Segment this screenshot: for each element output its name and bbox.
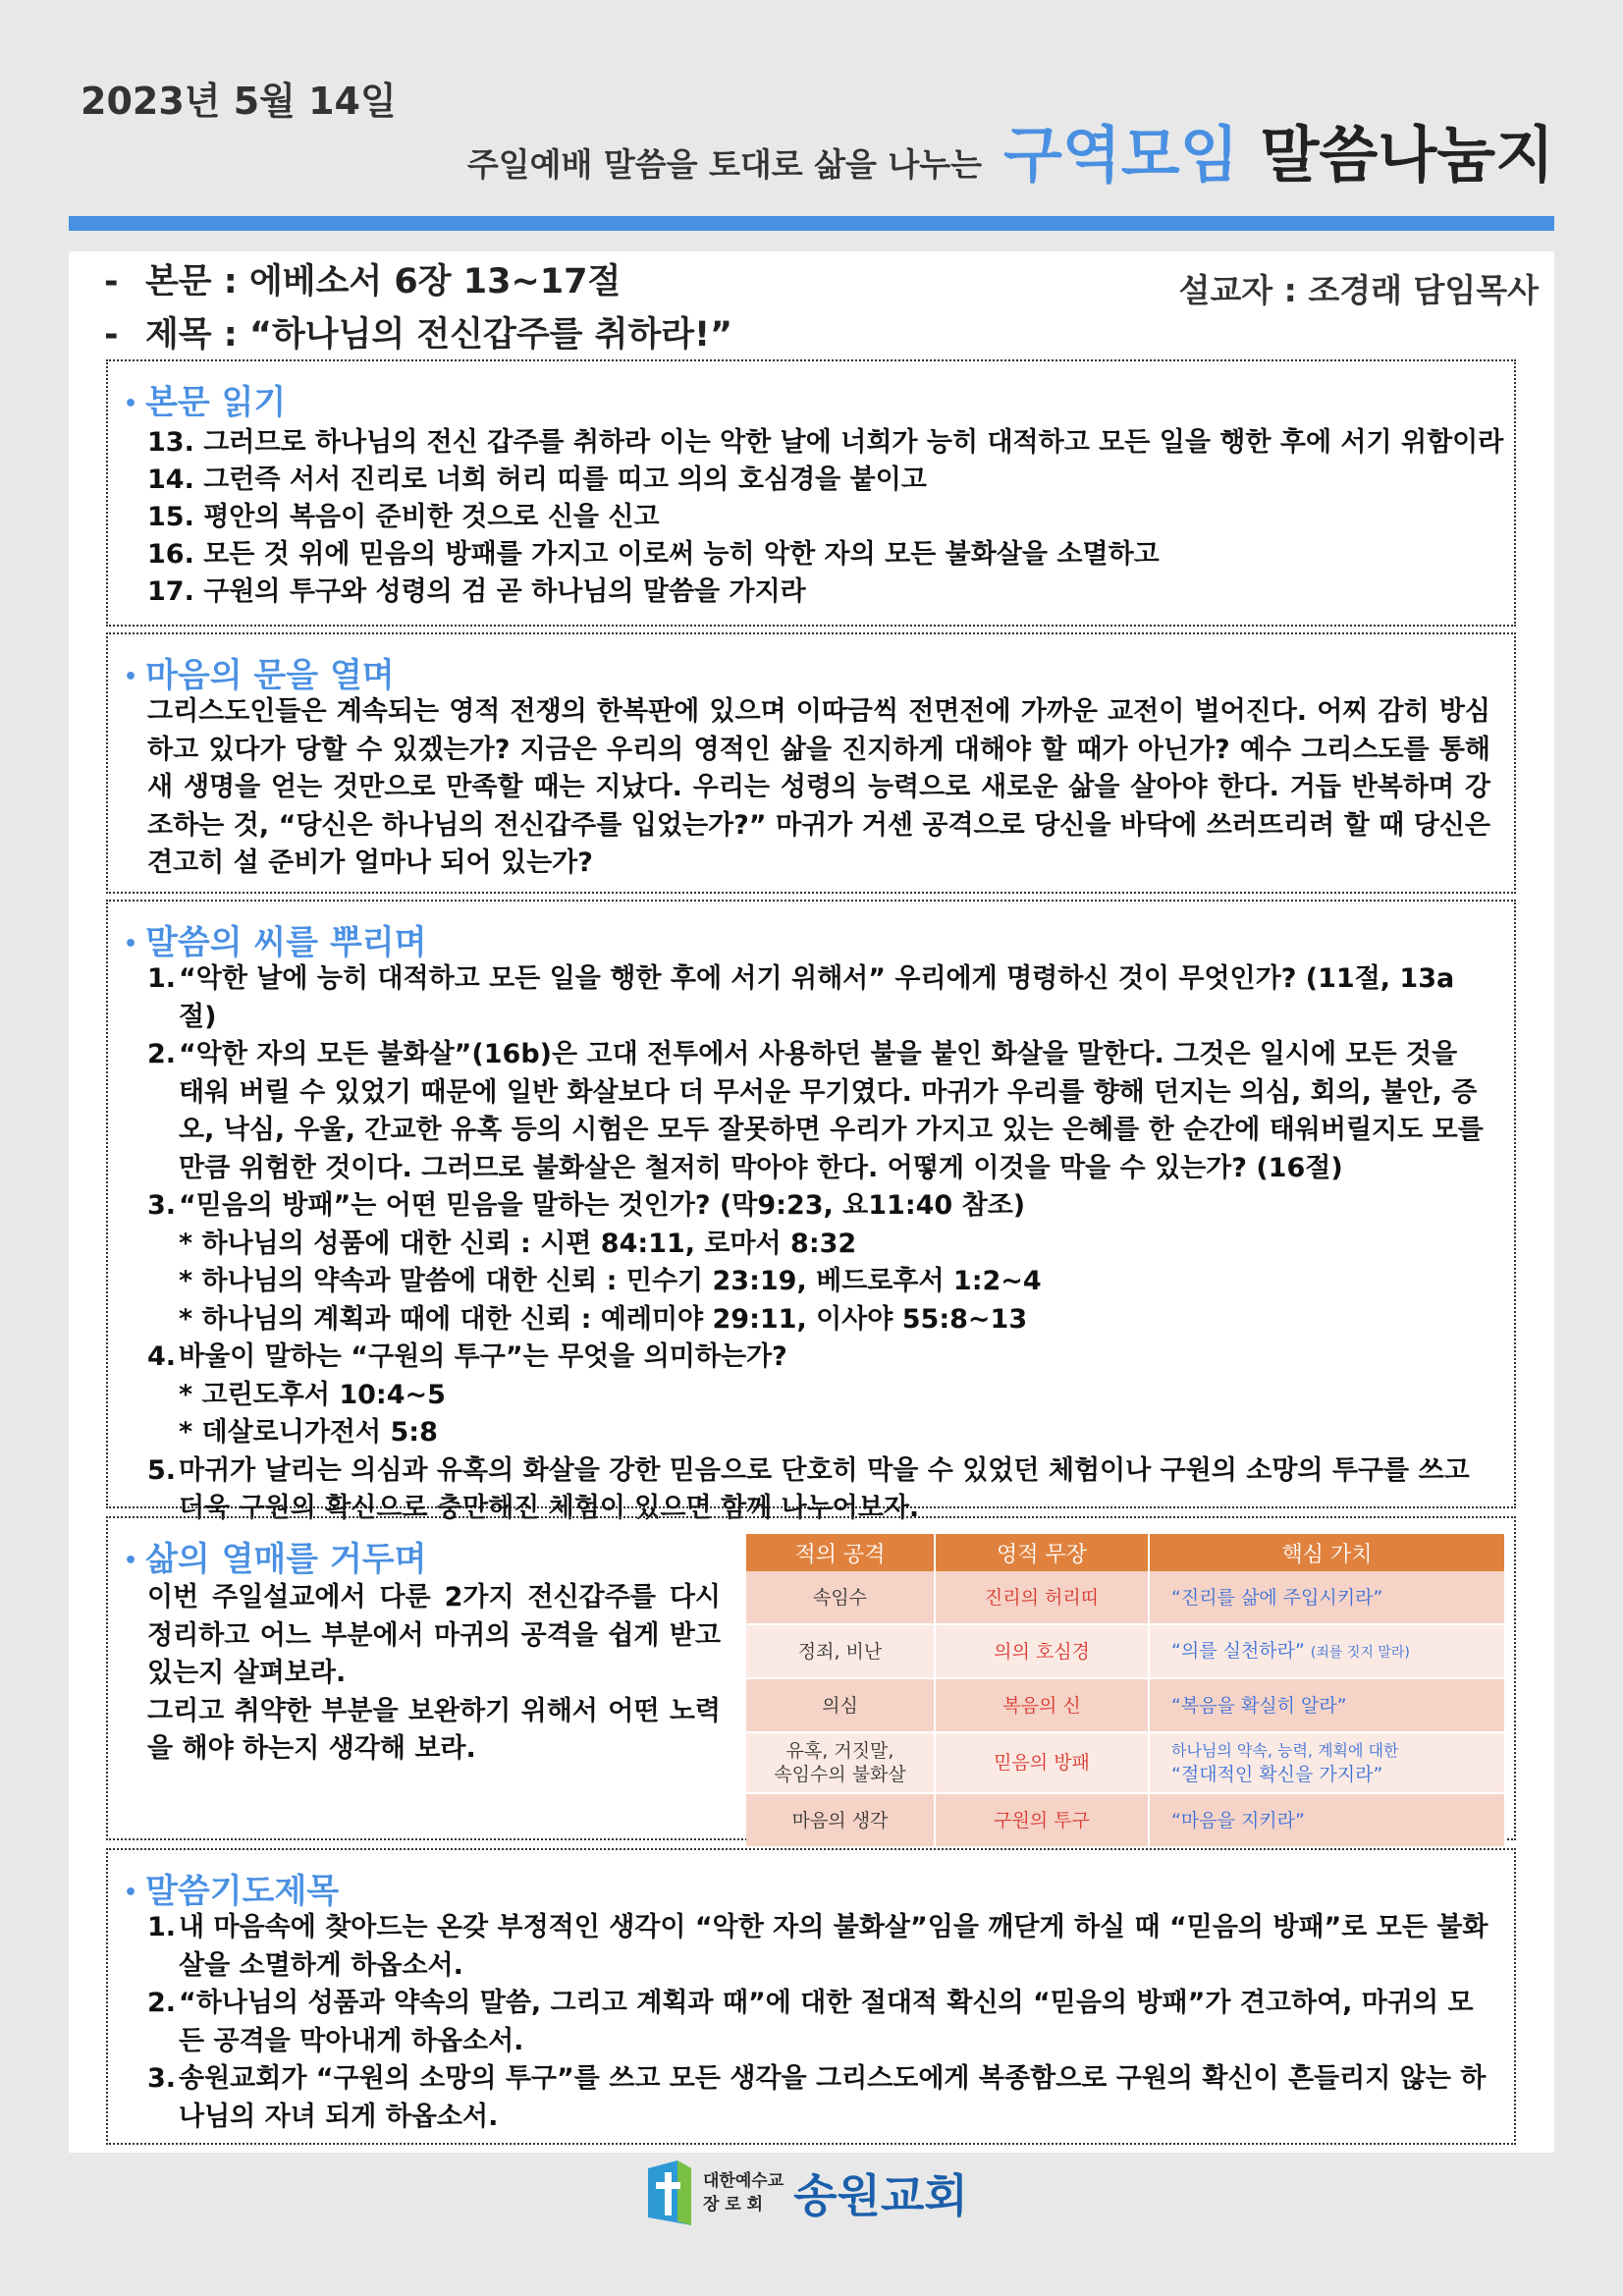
fruit-text-2: 그리고 취약한 부분을 보완하기 위해서 어떤 노력을 해야 하는지 생각해 보라.: [147, 1695, 721, 1764]
fruit-title: [124, 1532, 427, 1580]
fruit-text: 이번 주일설교에서 다룬 2가지 전신갑주를 다시 정리하고 어느 부분에서 마귀의 공격을 쉽게 받고 있는지 살펴보라.: [147, 1582, 721, 1688]
question-3-ref-1: * 하나님의 성품에 대한 신뢰 : 시편 84:11, 로마서 8:32: [179, 1228, 857, 1259]
question-3-ref-2: * 하나님의 약속과 말씀에 대한 신뢰 : 민수기 23:19, 베드로후서 1:2~4: [179, 1266, 1042, 1296]
attack-cell: [746, 1732, 935, 1793]
denomination: [703, 2169, 784, 2216]
bullet-icon: •: [124, 1549, 138, 1573]
prayer-item-1: 1. 내 마음속에 찾아드는 온갖 부정적인 생각이 “악한 자의 불화살”임을 깨닫게 하실 때 “믿음의 방패”로 모든 불화살을 소멸하게 하옵소서.: [147, 1912, 1488, 1981]
title-line: - 제목 : “하나님의 전신갑주를 취하라!”: [104, 315, 733, 355]
question-5: 5. 마귀가 날리는 의심과 유혹의 화살을 강한 믿음으로 단호히 막을 수 있었던 체험이나 구원의 소망의 투구를 쓰고 더욱 구원의 확신으로 충만해진 체험이 있으면 함께 나누어보자.: [147, 1454, 1470, 1523]
denomination-line-1: 대한예수교: [703, 2171, 784, 2191]
attack-text-2: 속임수의 불화살: [774, 1764, 906, 1785]
opening-text: 그리스도인들은 계속되는 영적 전쟁의 한복판에 있으며 이따금씩 전면전에 가까운 교전이 벌어진다. 어찌 감히 방심하고 있다가 당할 수 있겠는가? 지금은 우리의 영적인 삶을 진지하게 대해야 할 때가 아닌가? 예수 그리스도를 통해 새 생명을 얻는 것만으로 만족할 때는 지났다. 우리는 성령의 능력으로 새로운 삶을 살아야 한다. 거듭 반복하며 강조하는 것, “당신은 하나님의 전신갑주를 입었는가?” 마귀가 거센 공격으로 당신을 바닥에 쓰러뜨리려 할 때 당신은 견고히 설 준비가 얼마나 되어 있는가?: [147, 696, 1490, 878]
passage-text: 본문 : 에베소서 6장 13~17절: [145, 262, 622, 301]
column-header: 영적 무장: [935, 1534, 1149, 1571]
armor-cell: 복음의 신: [935, 1678, 1149, 1732]
attack-cell: 마음의 생각: [746, 1793, 935, 1847]
value-cell: “진리를 삶에 주입시키라”: [1149, 1571, 1505, 1624]
table-row: [746, 1732, 1505, 1793]
header-subtitle: 주일예배 말씀을 토대로 삶을 나누는: [466, 145, 982, 184]
seeds-title: [124, 915, 427, 963]
preacher: 설교자 : 조경래 담임목사: [1178, 271, 1539, 309]
question-4-ref-1: * 고린도후서 10:4~5: [179, 1379, 446, 1410]
table-row: [746, 1571, 1505, 1624]
value-text: “절대적인 확신을 가지라”: [1171, 1764, 1383, 1785]
attack-cell: 의심: [746, 1678, 935, 1732]
date: 2023년 5월 14일: [81, 80, 397, 123]
value-note: (죄를 짓지 말라): [1310, 1644, 1410, 1661]
spiritual-warfare-table: [746, 1534, 1506, 1848]
prayer-item-2: 2. “하나님의 성품과 약속의 말씀, 그리고 계획과 때”에 대한 절대적 확신의 “믿음의 방패”가 견고하여, 마귀의 모든 공격을 막아내게 하옵소서.: [147, 1988, 1474, 2056]
armor-cell: 믿음의 방패: [935, 1732, 1149, 1793]
header-divider: [69, 216, 1554, 231]
verse-16: 16. 모든 것 위에 믿음의 방패를 가지고 이로써 능히 악한 자의 모든 불화살을 소멸하고: [147, 539, 1160, 570]
seeds-title-text: 말씀의 씨를 뿌리며: [145, 923, 427, 962]
verse-14: 14. 그런즉 서서 진리로 너희 허리 띠를 띠고 의의 호심경을 붙이고: [147, 465, 927, 495]
header-title-main: 말씀나눔지: [1260, 119, 1554, 191]
value-cell: [1149, 1624, 1505, 1678]
attack-text: 유혹, 거짓말,: [785, 1740, 894, 1762]
sermon-title-text: 제목 : “하나님의 전신갑주를 취하라!”: [145, 315, 733, 355]
value-pre-text: 하나님의 약속, 능력, 계획에 대한: [1171, 1741, 1399, 1760]
header-title: [467, 106, 1554, 193]
opening-title: [124, 648, 395, 696]
value-cell: “복음을 확실히 알라”: [1149, 1678, 1505, 1732]
value-text: “의를 실천하라”: [1171, 1639, 1305, 1662]
bullet-icon: •: [124, 392, 138, 416]
fruit-section: [106, 1516, 1516, 1840]
cross-icon: [648, 2160, 691, 2225]
prayer-title-text: 말씀기도제목: [145, 1872, 340, 1911]
fruit-title-text: 삶의 열매를 거두며: [145, 1540, 427, 1579]
opening-section: [106, 632, 1516, 894]
prayer-title: [124, 1864, 339, 1912]
table-header-row: [746, 1534, 1505, 1571]
bullet-icon: •: [124, 932, 138, 957]
verse-15: 15. 평안의 복음이 준비한 것으로 신을 신고: [147, 502, 660, 532]
attack-cell: 정죄, 비난: [746, 1624, 935, 1678]
table-row: [746, 1793, 1505, 1847]
denomination-line-2: 장 로 회: [703, 2195, 764, 2214]
armor-cell: 진리의 허리띠: [935, 1571, 1149, 1624]
armor-cell: 의의 호심경: [935, 1624, 1149, 1678]
prayer-item-3: 3. 송원교회가 “구원의 소망의 투구”를 쓰고 모든 생각을 그리스도에게 복종함으로 구원의 확신이 흔들리지 않는 하나님의 자녀 되게 하옵소서.: [147, 2063, 1487, 2132]
value-cell: “마음을 지키라”: [1149, 1793, 1505, 1847]
church-name: 송원교회: [793, 2169, 968, 2222]
attack-cell: 속임수: [746, 1571, 935, 1624]
table-row: [746, 1678, 1505, 1732]
reading-section: [106, 359, 1516, 627]
passage-line: - 본문 : 에베소서 6장 13~17절: [104, 262, 622, 301]
value-cell: [1149, 1732, 1505, 1793]
question-4-ref-2: * 데살로니가전서 5:8: [179, 1417, 438, 1448]
bullet-icon: •: [124, 1881, 138, 1905]
armor-cell: 구원의 투구: [935, 1793, 1149, 1847]
table-row: [746, 1624, 1505, 1678]
question-3-ref-3: * 하나님의 계획과 때에 대한 신뢰 : 예레미야 29:11, 이사야 55:8~13: [179, 1303, 1028, 1335]
prayer-section: [106, 1848, 1516, 2145]
verse-13: 13. 그러므로 하나님의 전신 갑주를 취하라 이는 악한 날에 너희가 능히 대적하고 모든 일을 행한 후에 서기 위함이라: [147, 427, 1504, 458]
question-4: 4. 바울이 말하는 “구원의 투구”는 무엇을 의미하는가?: [147, 1341, 787, 1372]
reading-title: [124, 375, 286, 423]
bullet-icon: •: [124, 665, 138, 689]
opening-title-text: 마음의 문을 열며: [145, 656, 395, 695]
sermon-meta: [104, 255, 732, 361]
column-header: 적의 공격: [746, 1534, 935, 1571]
header-title-highlight: 구역모임: [1002, 119, 1239, 191]
question-1: 1. “악한 날에 능히 대적하고 모든 일을 행한 후에 서기 위해서” 우리에게 명령하신 것이 무엇인가? (11절, 13a절): [147, 963, 1455, 1032]
church-logo: [648, 2160, 968, 2225]
column-header: 핵심 가치: [1149, 1534, 1505, 1571]
reading-title-text: 본문 읽기: [145, 383, 287, 422]
question-3: 3. “믿음의 방패”는 어떤 믿음을 말하는 것인가? (막9:23, 요11:40 참조): [147, 1190, 1026, 1221]
seeds-section: [106, 900, 1516, 1523]
question-2: 2. “악한 자의 모든 불화살”(16b)은 고대 전투에서 사용하던 불을 붙인 화살을 말한다. 그것은 일시에 모든 것을 태워 버릴 수 있었기 때문에 일반 화살보다 더 무서운 무기였다. 마귀가 우리를 향해 던지는 의심, 회의, 불안, 증오, 낙심, 우울, 간교한 유혹 등의 시험은 모두 잘못하면 우리가 가지고 있는 은혜를 한 순간에 태워버릴지도 모를 만큼 위험한 것이다. 그러므로 불화살은 철저히 막아야 한다. 어떻게 이것을 막을 수 있는가? (16절): [147, 1039, 1484, 1183]
content-panel: [69, 251, 1554, 2153]
verse-17: 17. 구원의 투구와 성령의 검 곧 하나님의 말씀을 가지라: [147, 576, 806, 607]
